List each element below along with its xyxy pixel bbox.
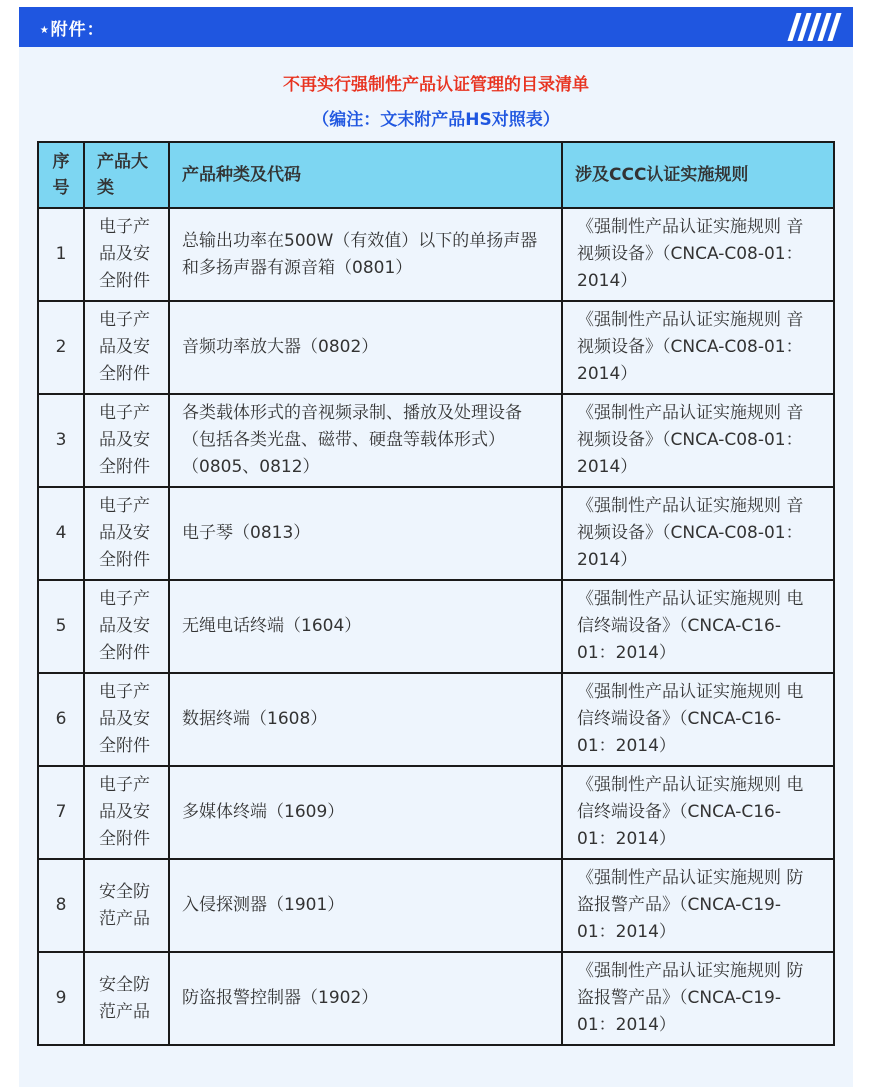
- header-rule: 涉及CCC认证实施规则: [562, 142, 834, 208]
- cell-no: 3: [38, 394, 84, 487]
- table-row: [38, 859, 834, 952]
- cell-no: 9: [38, 952, 84, 1045]
- table-row: [38, 673, 834, 766]
- cell-category: 电子产品及安全附件: [84, 580, 169, 673]
- table-row: [38, 487, 834, 580]
- document-subtitle: （编注：文末附产品HS对照表）: [312, 110, 560, 130]
- cell-category: 电子产品及安全附件: [84, 208, 169, 301]
- cell-no: 5: [38, 580, 84, 673]
- cell-rule: 《强制性产品认证实施规则 防盗报警产品》（CNCA-C19-01：2014）: [562, 859, 834, 952]
- cell-item: 防盗报警控制器（1902）: [169, 952, 562, 1045]
- table-row: [38, 208, 834, 301]
- cell-no: 4: [38, 487, 84, 580]
- cell-category: 电子产品及安全附件: [84, 301, 169, 394]
- cell-item: 电子琴（0813）: [169, 487, 562, 580]
- cell-item: 数据终端（1608）: [169, 673, 562, 766]
- table-row: [38, 301, 834, 394]
- cell-no: 7: [38, 766, 84, 859]
- cell-rule: 《强制性产品认证实施规则 音视频设备》（CNCA-C08-01：2014）: [562, 208, 834, 301]
- cell-item: 入侵探测器（1901）: [169, 859, 562, 952]
- cell-category: 电子产品及安全附件: [84, 487, 169, 580]
- cell-category: 电子产品及安全附件: [84, 673, 169, 766]
- cell-category: 电子产品及安全附件: [84, 766, 169, 859]
- cell-rule: 《强制性产品认证实施规则 电信终端设备》（CNCA-C16-01：2014）: [562, 766, 834, 859]
- cell-item: 音频功率放大器（0802）: [169, 301, 562, 394]
- cell-no: 8: [38, 859, 84, 952]
- header-no: 序号: [38, 142, 84, 208]
- table-row: [38, 952, 834, 1045]
- cell-item: 总输出功率在500W（有效值）以下的单扬声器和多扬声器有源音箱（0801）: [169, 208, 562, 301]
- section-header-title: ⋆附件：: [39, 19, 105, 40]
- header-item: 产品种类及代码: [169, 142, 562, 208]
- table-header-row: [38, 142, 834, 208]
- table-row: [38, 766, 834, 859]
- cell-rule: 《强制性产品认证实施规则 音视频设备》（CNCA-C08-01：2014）: [562, 394, 834, 487]
- cell-no: 2: [38, 301, 84, 394]
- header-category: 产品大类: [84, 142, 169, 208]
- cell-category: 安全防范产品: [84, 859, 169, 952]
- cell-item: 无绳电话终端（1604）: [169, 580, 562, 673]
- document-title: 不再实行强制性产品认证管理的目录清单: [283, 75, 589, 95]
- cell-item: 各类载体形式的音视频录制、播放及处理设备（包括各类光盘、磁带、硬盘等载体形式）（0805、0812）: [169, 394, 562, 487]
- cell-item: 多媒体终端（1609）: [169, 766, 562, 859]
- cell-category: 安全防范产品: [84, 952, 169, 1045]
- cell-no: 1: [38, 208, 84, 301]
- table-row: [38, 580, 834, 673]
- cell-rule: 《强制性产品认证实施规则 音视频设备》（CNCA-C08-01：2014）: [562, 301, 834, 394]
- cell-category: 电子产品及安全附件: [84, 394, 169, 487]
- cell-no: 6: [38, 673, 84, 766]
- cell-rule: 《强制性产品认证实施规则 电信终端设备》（CNCA-C16-01：2014）: [562, 580, 834, 673]
- cell-rule: 《强制性产品认证实施规则 音视频设备》（CNCA-C08-01：2014）: [562, 487, 834, 580]
- table-row: [38, 394, 834, 487]
- stripes-decoration-icon: [792, 13, 837, 41]
- cell-rule: 《强制性产品认证实施规则 防盗报警产品》（CNCA-C19-01：2014）: [562, 952, 834, 1045]
- section-header-bar: [19, 7, 853, 47]
- catalog-table: [37, 141, 835, 1046]
- cell-rule: 《强制性产品认证实施规则 电信终端设备》（CNCA-C16-01：2014）: [562, 673, 834, 766]
